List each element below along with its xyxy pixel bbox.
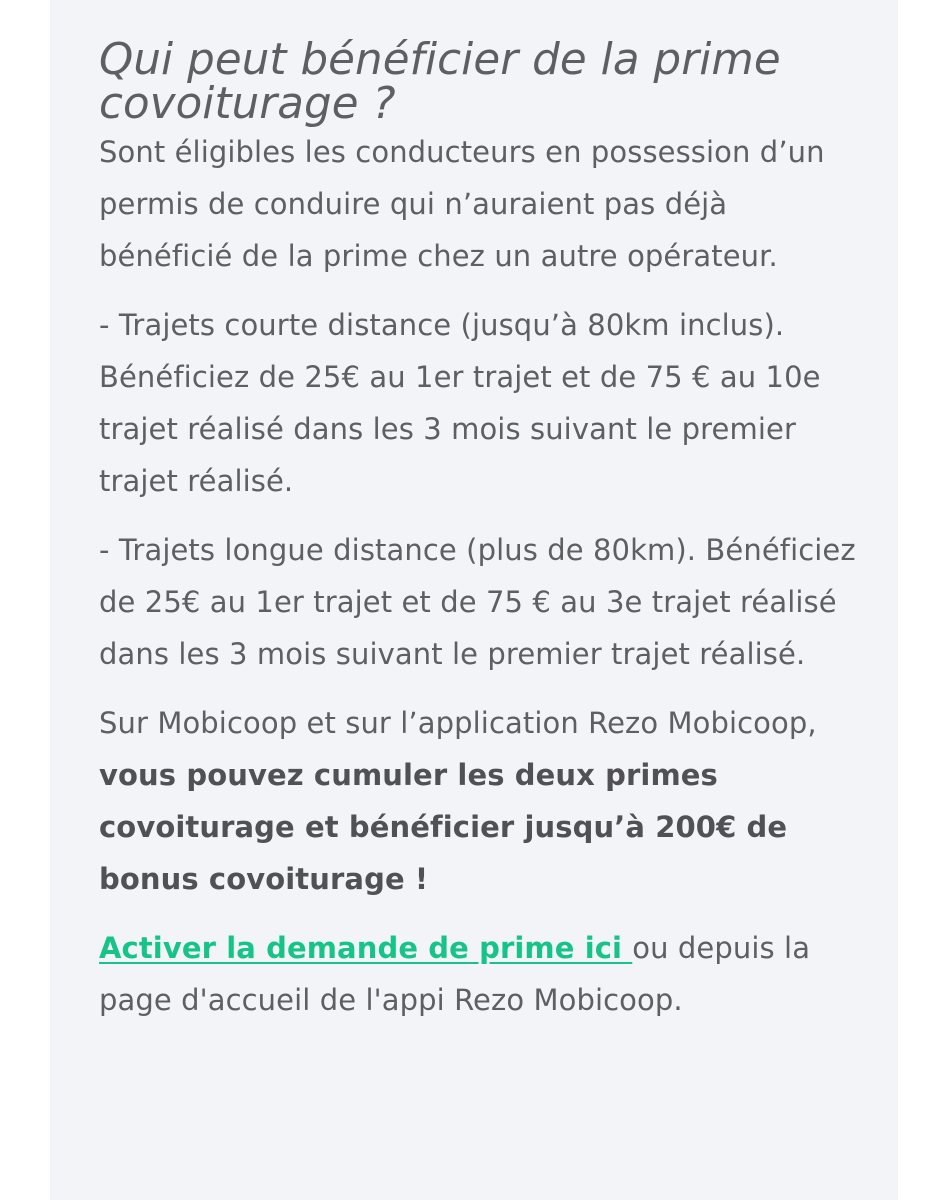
cumul-bold-text: vous pouvez cumuler les deux primes covoiturage et bénéficier jusqu’à 200€ de bonus covoiturage ! [99, 758, 788, 896]
short-distance-paragraph: - Trajets courte distance (jusqu’à 80km inclus). Bénéficiez de 25€ au 1er trajet et de 75 € au 10e trajet réalisé dans les 3 mois suivant le premier trajet réalisé. [99, 308, 821, 498]
cumul-paragraph [99, 697, 859, 905]
eligibility-paragraph: Sont éligibles les conducteurs en possession d’un permis de conduire qui n’auraient pas déjà bénéficié de la prime chez un autre opérateur. [99, 135, 825, 273]
cta-paragraph [99, 922, 859, 1026]
activate-prime-link[interactable]: Activer la demande de prime ici [99, 931, 633, 965]
long-distance-paragraph: - Trajets longue distance (plus de 80km). Bénéficiez de 25€ au 1er trajet et de 75 € au 3e trajet réalisé dans les 3 mois suivant le premier trajet réalisé. [99, 533, 856, 671]
article-content [99, 35, 859, 1026]
cumul-intro-text: Sur Mobicoop et sur l’application Rezo Mobicoop, [99, 706, 817, 740]
cta-rest-text: ou depuis la page d'accueil de l'appi Rezo Mobicoop. [99, 931, 811, 1017]
question-heading: Qui peut bénéficier de la prime covoiturage ? [99, 35, 781, 129]
